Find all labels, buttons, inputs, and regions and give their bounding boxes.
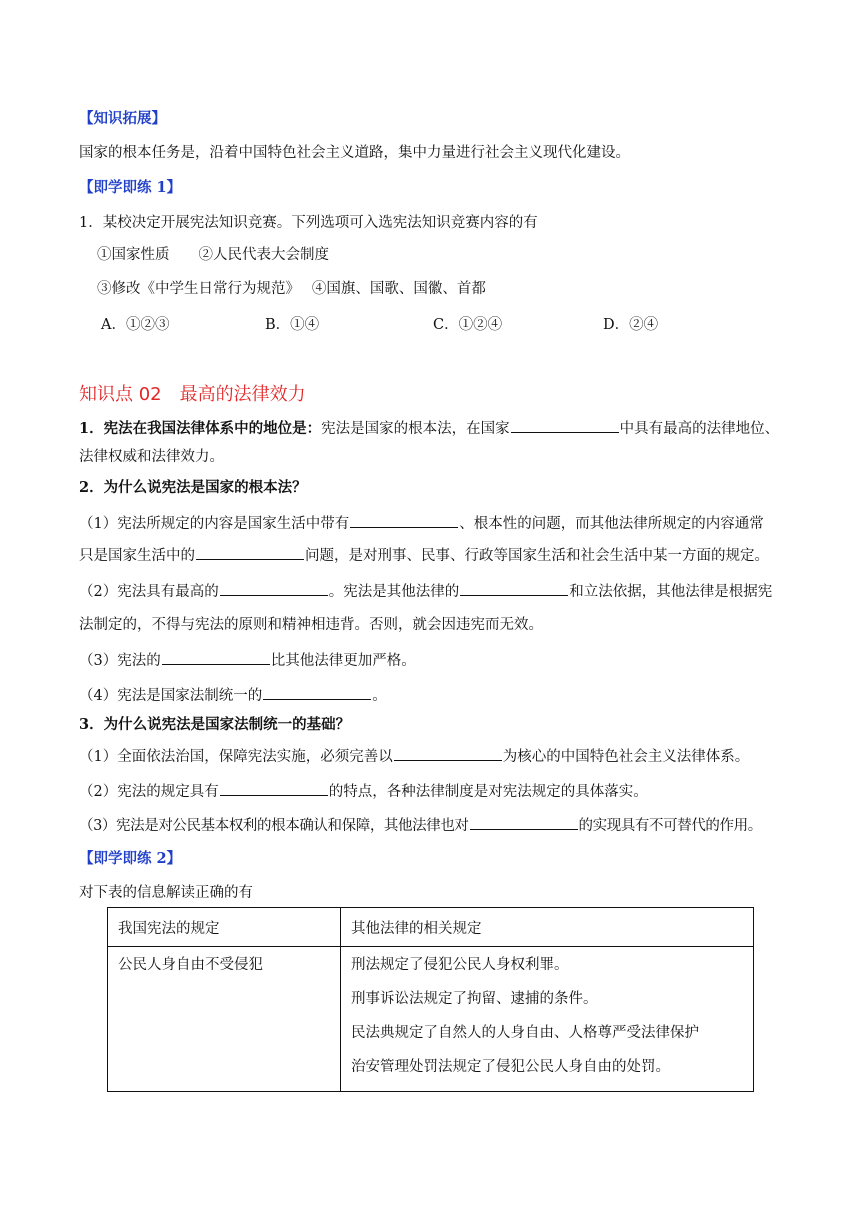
q3-1-text-b: 为核心的中国特色社会主义法律体系。 xyxy=(502,749,750,765)
fill-blank[interactable] xyxy=(196,545,304,560)
q2-1-text-b: 、根本性的问题，而其他法律所规定的内容通常 xyxy=(459,516,764,532)
knowledge-extension-heading: 【知识拓展】 xyxy=(79,110,166,127)
q3-3-line xyxy=(79,815,762,836)
table-cell-other-laws xyxy=(341,947,754,1092)
table-header-cell: 我国宪法的规定 xyxy=(108,908,341,947)
knowledge-extension-text: 国家的根本任务是，沿着中国特色社会主义道路，集中力量进行社会主义现代化建设。 xyxy=(79,145,630,161)
table-cell-line: 民法典规定了自然人的人身自由、人格尊严受法律保护 xyxy=(351,1025,699,1041)
knowledge-point-2-title: 知识点 02 最高的法律效力 xyxy=(79,384,306,405)
exercise-1-items-line-2: ③修改《中学生日常行为规范》 ④国旗、国歌、国徽、首都 xyxy=(97,281,486,297)
option-a: A．①②③ xyxy=(101,317,170,333)
option-b: B．①④ xyxy=(265,317,320,333)
table-cell-line: 治安管理处罚法规定了侵犯公民人身自由的处罚。 xyxy=(351,1059,670,1075)
exercise-1-heading: 【即学即练 1】 xyxy=(79,179,182,196)
q3-3-text-b: 的实现具有不可替代的作用。 xyxy=(578,818,762,834)
q1-text-b: 中具有最高的法律地位、 xyxy=(619,421,780,437)
table-cell-line: 刑事诉讼法规定了拘留、逮捕的条件。 xyxy=(351,991,598,1007)
fill-blank[interactable] xyxy=(220,581,328,596)
exercise-2-heading: 【即学即练 2】 xyxy=(79,850,182,867)
fill-blank[interactable] xyxy=(460,581,568,596)
table-cell-text: 公民人身自由不受侵犯 xyxy=(118,957,263,973)
fill-blank[interactable] xyxy=(394,746,502,761)
fill-blank[interactable] xyxy=(350,513,458,528)
option-d: D．②④ xyxy=(603,317,659,333)
q2-2-line-1 xyxy=(79,581,772,602)
fill-blank[interactable] xyxy=(470,815,578,830)
table-header-cell: 其他法律的相关规定 xyxy=(341,908,754,947)
fill-blank[interactable] xyxy=(511,418,619,433)
q2-4-line xyxy=(79,685,387,706)
q2-1-text-d: 问题，是对刑事、民事、行政等国家生活和社会生活中某一方面的规定。 xyxy=(305,548,769,564)
q1-text-a: 宪法是国家的根本法，在国家 xyxy=(321,421,510,437)
fill-blank[interactable] xyxy=(263,685,371,700)
q3-1-text-a: （1）全面依法治国，保障宪法实施，必须完善以 xyxy=(79,749,393,765)
q2-2-text-b: 。宪法是其他法律的 xyxy=(328,584,460,600)
q3-heading: 3．为什么说宪法是国家法制统一的基础？ xyxy=(79,716,351,733)
comparison-table xyxy=(107,907,754,1092)
fill-blank[interactable] xyxy=(220,781,328,796)
table-cell-line: 刑法规定了侵犯公民人身权利罪。 xyxy=(351,957,569,973)
q2-1-text-a: （1）宪法所规定的内容是国家生活中带有 xyxy=(79,516,350,532)
exercise-1-items-line-1: ①国家性质 ②人民代表大会制度 xyxy=(97,247,329,263)
q2-2-line-2: 法制定的，不得与宪法的原则和精神相违背。否则，就会因违宪而无效。 xyxy=(79,617,543,633)
q1-line-2: 法律权威和法律效力。 xyxy=(79,449,224,465)
q2-1-line-2 xyxy=(79,545,769,566)
q2-4-text-a: （4）宪法是国家法制统一的 xyxy=(79,688,263,704)
q2-1-line-1 xyxy=(79,513,764,534)
q1-line-1 xyxy=(79,418,779,439)
q3-2-text-a: （2）宪法的规定具有 xyxy=(79,784,219,800)
q2-4-text-b: 。 xyxy=(372,688,387,704)
q2-2-text-a: （2）宪法具有最高的 xyxy=(79,584,219,600)
q3-2-text-b: 的特点，各种法律制度是对宪法规定的具体落实。 xyxy=(328,784,648,800)
q2-3-text-a: （3）宪法的 xyxy=(79,653,161,669)
table-row xyxy=(108,947,754,1092)
q2-3-text-b: 比其他法律更加严格。 xyxy=(270,653,416,669)
exercise-1-question: 1．某校决定开展宪法知识竞赛。下列选项可入选宪法知识竞赛内容的有 xyxy=(79,215,538,231)
q3-1-line xyxy=(79,746,749,767)
q1-bold-label: 1．宪法在我国法律体系中的地位是： xyxy=(79,420,322,437)
fill-blank[interactable] xyxy=(162,650,270,665)
q2-heading: 2．为什么说宪法是国家的根本法？ xyxy=(79,479,307,496)
table-header-row xyxy=(108,908,754,947)
exercise-2-intro: 对下表的信息解读正确的有 xyxy=(79,885,253,901)
q3-3-text-a: （3）宪法是对公民基本权利的根本确认和保障，其他法律也对 xyxy=(79,818,469,834)
q2-3-line xyxy=(79,650,416,671)
q3-2-line xyxy=(79,781,648,802)
q2-1-text-c: 只是国家生活中的 xyxy=(79,548,195,564)
table-cell-constitution xyxy=(108,947,341,1092)
option-c: C．①②④ xyxy=(433,317,503,333)
q2-2-text-c: 和立法依据，其他法律是根据宪 xyxy=(569,584,773,600)
